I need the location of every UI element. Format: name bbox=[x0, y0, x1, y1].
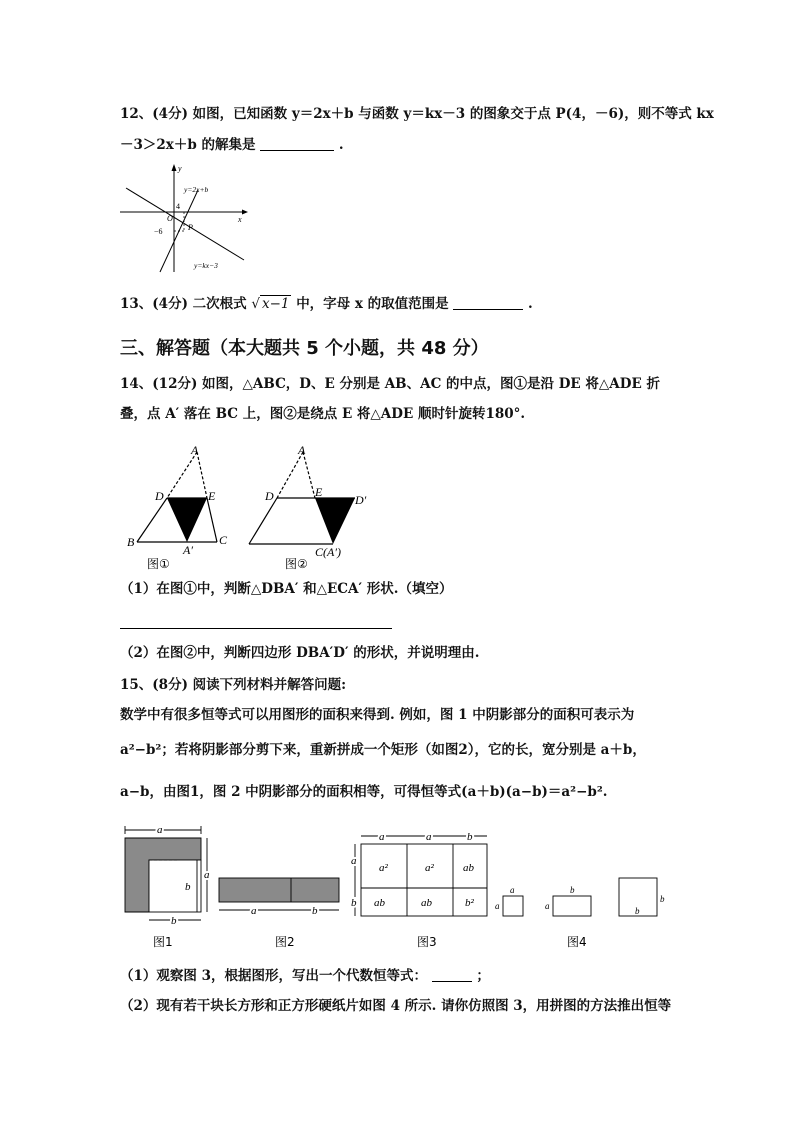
fig2-label-c-a-prime: C(A′) bbox=[315, 545, 341, 559]
fig3-cell: ab bbox=[421, 897, 432, 909]
q15-part1-prefix: （1）观察图 3，根据图形，写出一个代数恒等式： bbox=[120, 968, 427, 984]
q15-fig1-caption: 图1 bbox=[153, 935, 173, 949]
fig2-label-d-prime: D′ bbox=[355, 493, 367, 507]
folded-triangle bbox=[167, 498, 207, 542]
q13-end: . bbox=[528, 296, 533, 312]
q15-fig3-caption: 图3 bbox=[417, 935, 437, 949]
q14-figure-2 bbox=[249, 443, 367, 571]
fig1-bottom-b: b bbox=[171, 915, 177, 927]
q14-figure-1 bbox=[127, 443, 228, 571]
fig1-label-d: D bbox=[155, 489, 164, 503]
q15-part1 bbox=[120, 966, 490, 986]
fig1-caption: 图① bbox=[147, 557, 170, 571]
tick-neg6-label: −6 bbox=[154, 227, 163, 236]
fig1-label-e: E bbox=[208, 489, 216, 503]
fig2-label-e: E bbox=[315, 485, 323, 499]
radical-sign-icon: √ bbox=[251, 296, 260, 312]
q15-figure-1 bbox=[125, 824, 210, 949]
q14-part1-answer-line[interactable] bbox=[120, 628, 392, 629]
fig1-right-a: a bbox=[204, 869, 210, 881]
fig2-label-d: D bbox=[265, 489, 274, 503]
q13-radicand: x−1 bbox=[261, 296, 290, 312]
fig1-label-a: A bbox=[191, 443, 199, 457]
q15-figure-4 bbox=[495, 878, 665, 949]
q13-line bbox=[120, 294, 533, 314]
fig1-label-b: B bbox=[127, 535, 135, 549]
q15-line2: 数学中有很多恒等式可以用图形的面积来得到. 例如，图 1 中阴影部分的面积可表示为 bbox=[120, 707, 635, 723]
fig4-rect-a-left: a bbox=[545, 901, 550, 911]
q15-fig2-caption: 图2 bbox=[275, 935, 295, 949]
fig3-top-a1: a bbox=[379, 831, 385, 843]
q15-figure-2 bbox=[219, 878, 339, 949]
fig2-shaded-rect bbox=[219, 878, 339, 902]
origin-label: O bbox=[167, 214, 173, 223]
fig1-inner-b: b bbox=[185, 881, 191, 893]
y-arrow-icon bbox=[172, 164, 177, 171]
x-arrow-icon bbox=[242, 210, 248, 215]
line1-label: y=2x+b bbox=[184, 185, 209, 194]
q12-line2 bbox=[120, 135, 344, 155]
fig3-cell: ab bbox=[374, 897, 385, 909]
fig3-left-a: a bbox=[351, 855, 357, 867]
fig3-top-b: b bbox=[467, 831, 473, 843]
tick-4-label: 4 bbox=[176, 202, 180, 211]
rotated-triangle bbox=[315, 498, 355, 544]
q14-figures bbox=[125, 440, 385, 574]
fig3-top-a2: a bbox=[426, 831, 432, 843]
fig4-rect-ab bbox=[553, 896, 591, 916]
q15-figures bbox=[115, 820, 675, 955]
point-p-label: P bbox=[188, 223, 193, 232]
q13-prefix: 13、(4分) 二次根式 bbox=[120, 296, 247, 312]
fig3-cell: a² bbox=[425, 862, 434, 874]
q15-fig4-caption: 图4 bbox=[567, 935, 587, 949]
q15-line3: a²−b²；若将阴影部分剪下来，重新拼成一个矩形（如图2），它的长，宽分别是 a＋b， bbox=[120, 742, 646, 758]
q15-line1: 15、(8分) 阅读下列材料并解答问题: bbox=[120, 677, 347, 693]
fig3-cell: a² bbox=[379, 862, 388, 874]
q15-figure-3 bbox=[351, 831, 487, 949]
q14-part2: （2）在图②中，判断四边形 DBA′D′ 的形状，并说明理由. bbox=[120, 645, 480, 661]
line-kx-minus-3 bbox=[126, 188, 244, 260]
fig2-a: a bbox=[251, 905, 257, 917]
fig4-rect-b-top: b bbox=[570, 885, 575, 895]
q12-end: . bbox=[338, 137, 344, 153]
section-heading: 三、解答题（本大题共 5 个小题，共 48 分） bbox=[120, 338, 489, 359]
fig4-sq-a-left: a bbox=[495, 901, 500, 911]
q15-line4: a−b，由图1，图 2 中阴影部分的面积相等，可得恒等式(a＋b)(a−b)＝a²−b². bbox=[120, 784, 608, 800]
fig2-b: b bbox=[312, 905, 318, 917]
q12-line2-text: －3＞2x＋b 的解集是 bbox=[120, 137, 256, 153]
q12-graph bbox=[118, 160, 253, 276]
q13-suffix: 中，字母 x 的取值范围是 bbox=[296, 296, 449, 312]
q15-part2: （2）现有若干块长方形和正方形硬纸片如图 4 所示. 请你仿照图 3，用拼图的方法推出恒等 bbox=[120, 998, 672, 1014]
q13-answer-blank[interactable] bbox=[453, 295, 523, 310]
fig4-sq-b-bottom: b bbox=[635, 906, 640, 916]
q14-line1: 14、(12分) 如图，△ABC，D、E 分别是 AB、AC 的中点，图①是沿 DE 将△ADE 折 bbox=[120, 376, 660, 392]
fig1-label-c: C bbox=[219, 533, 228, 547]
q15-part1-suffix: ； bbox=[476, 968, 490, 984]
q12-line1: 12、(4分) 如图，已知函数 y＝2x＋b 与函数 y＝kx－3 的图象交于点 P(4，－6)，则不等式 kx bbox=[120, 106, 714, 122]
fig3-cell: ab bbox=[463, 862, 474, 874]
line2-label: y=kx−3 bbox=[194, 261, 218, 270]
fig3-cell: b² bbox=[465, 897, 474, 909]
fig1-label-a-prime: A′ bbox=[183, 543, 193, 557]
x-axis-label: x bbox=[238, 215, 242, 224]
q14-part1: （1）在图①中，判断△DBA′ 和△ECA′ 形状.（填空） bbox=[120, 581, 453, 597]
fig4-square-a bbox=[503, 896, 523, 916]
y-axis-label: y bbox=[178, 164, 182, 173]
fig4-sq-a-top: a bbox=[510, 885, 515, 895]
q15-part1-answer-blank[interactable] bbox=[432, 967, 472, 982]
fig4-sq-b-right: b bbox=[660, 894, 665, 904]
fig1-top-a: a bbox=[157, 824, 163, 836]
q12-answer-blank[interactable] bbox=[260, 136, 334, 151]
fig2-caption: 图② bbox=[285, 557, 308, 571]
fig3-left-b: b bbox=[351, 897, 357, 909]
fig2-label-a: A bbox=[298, 443, 306, 457]
q14-line2: 叠，点 A′ 落在 BC 上，图②是绕点 E 将△ADE 顺时针旋转180°. bbox=[120, 406, 526, 422]
